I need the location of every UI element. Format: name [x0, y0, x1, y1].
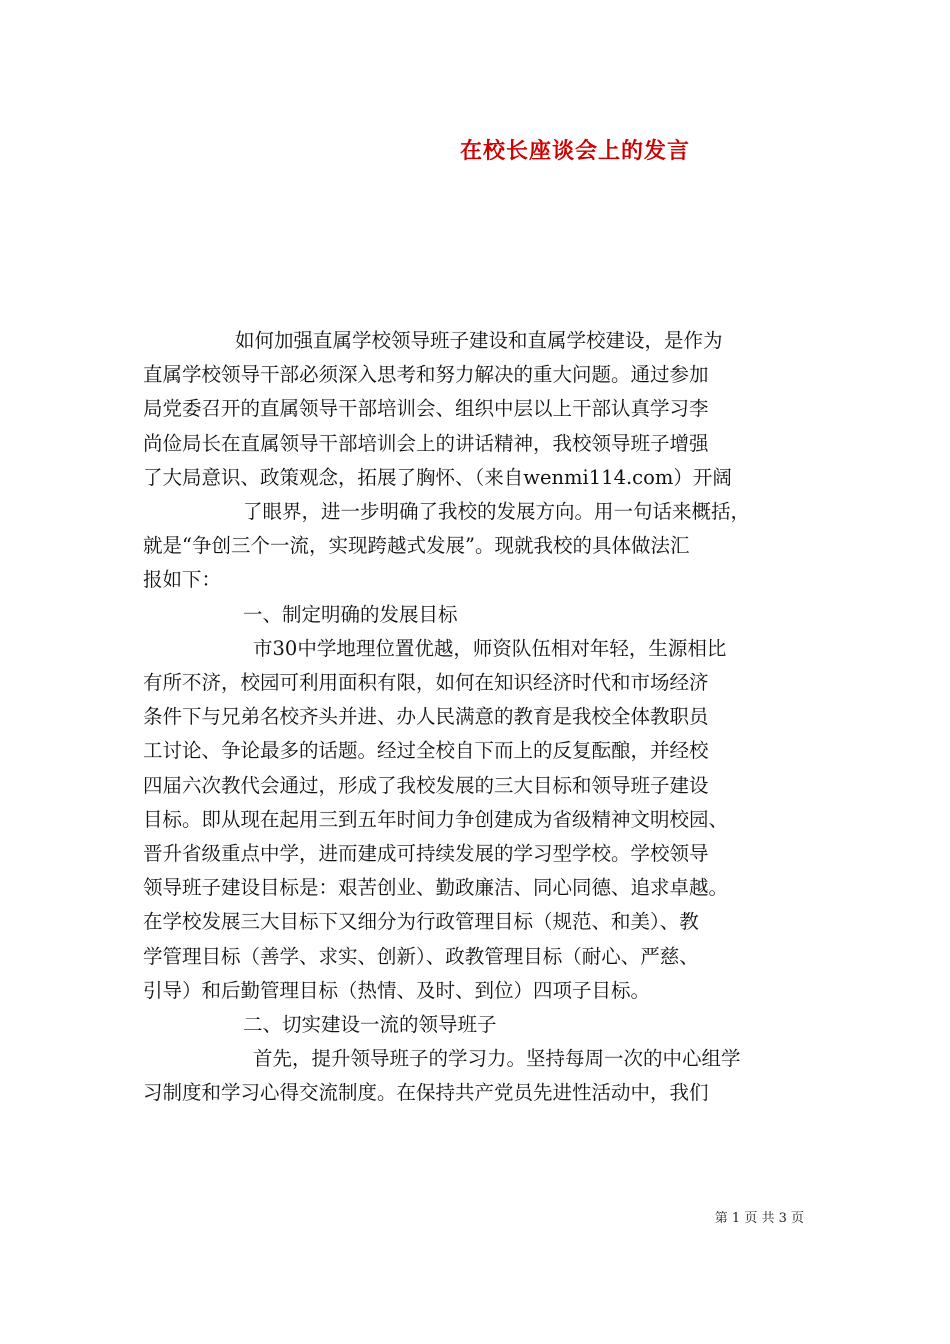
body-line: 一、制定明确的发展目标: [243, 602, 458, 626]
page-number: 第 1 页 共 3 页: [714, 1211, 804, 1226]
document-title: 在校长座谈会上的发言: [459, 138, 690, 164]
body-line: 习制度和学习心得交流制度。在保持共产党员先进性活动中，我们: [143, 1081, 709, 1105]
body-line: 首先，提升领导班子的学习力。坚持每周一次的中心组学: [253, 1047, 741, 1071]
body-line: 领导班子建设目标是：艰苦创业、勤政廉洁、同心同德、追求卓越。: [143, 876, 729, 900]
body-line: 直属学校领导干部必须深入思考和努力解决的重大问题。通过参加: [143, 363, 709, 387]
body-line: 报如下：: [143, 568, 222, 592]
body-line: 了大局意识、政策观念，拓展了胸怀、（来自wenmi114.com）开阔: [143, 465, 732, 489]
body-line: 四届六次教代会通过，形成了我校发展的三大目标和领导班子建设: [143, 773, 709, 797]
body-line: 在学校发展三大目标下又细分为行政管理目标（规范、和美）、教: [143, 910, 699, 934]
body-line: 市30中学地理位置优越，师资队伍相对年轻，生源相比: [253, 636, 727, 660]
body-line: 条件下与兄弟名校齐头并进、办人民满意的教育是我校全体教职员: [143, 705, 709, 729]
body-line: 如何加强直属学校领导班子建设和直属学校建设，是作为: [235, 329, 723, 352]
body-line: 目标。即从现在起用三到五年时间力争创建成为省级精神文明校园、: [143, 807, 729, 831]
body-line: 学管理目标（善学、求实、创新）、政教管理目标（耐心、严慈、: [143, 944, 699, 968]
body-line: 晋升省级重点中学，进而建成可持续发展的学习型学校。学校领导: [143, 842, 709, 866]
body-line: 有所不济，校园可利用面积有限，如何在知识经济时代和市场经济: [143, 671, 709, 695]
body-line: 就是“争创三个一流，实现跨越式发展”。现就我校的具体做法汇: [143, 534, 690, 558]
body-line: 二、切实建设一流的领导班子: [243, 1013, 497, 1037]
document-body: [143, 324, 823, 1111]
body-line: 引导）和后勤管理目标（热情、及时、到位）四项子目标。: [143, 978, 651, 1002]
body-line: 了眼界，进一步明确了我校的发展方向。用一句话来概括，: [243, 500, 751, 524]
body-line: 局党委召开的直属领导干部培训会、组织中层以上干部认真学习李: [143, 397, 709, 421]
body-line: 工讨论、争论最多的话题。经过全校自下而上的反复酝酿，并经校: [143, 739, 709, 763]
body-line: 尚俭局长在直属领导干部培训会上的讲话精神，我校领导班子增强: [143, 431, 709, 455]
